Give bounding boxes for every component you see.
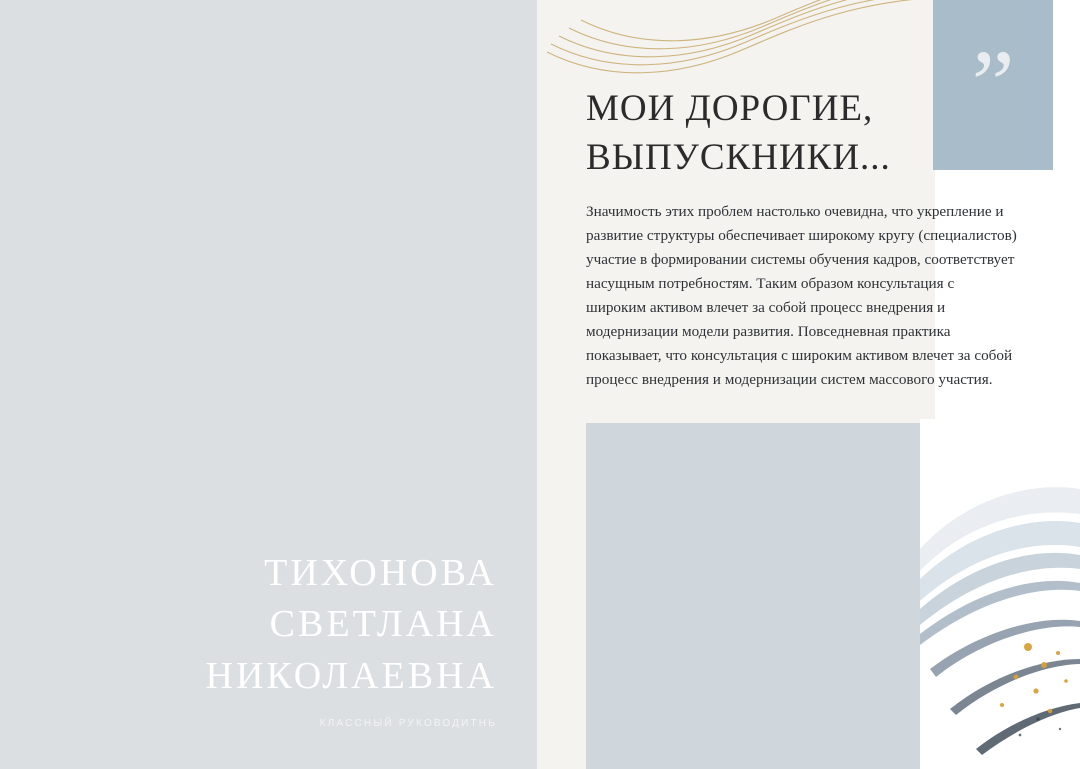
marble-ink-svg: [920, 419, 1080, 769]
page-title-line-2: ВЫПУСКНИКИ...: [586, 136, 891, 178]
author-role: КЛАССНЫЙ РУКОВОДИТНЬ: [319, 718, 497, 729]
author-name-line-2: СВЕТЛАНА: [269, 603, 497, 646]
photo-placeholder: [586, 423, 922, 769]
author-name-line-1: ТИХОНОВА: [264, 552, 497, 595]
author-name-line-3: НИКОЛАЕВНА: [205, 654, 497, 697]
page-title-line-1: МОИ ДОРОГИЕ,: [586, 88, 874, 129]
right-page: [537, 0, 1080, 769]
body-paragraph: Значимость этих проблем настолько очевидна, что укрепление и развитие структуры обеспечивает широкому кругу (специалистов) участие в формировании системы обучения кадров, соответствует насущным потребностям. Таким образом консультация с широким активом влечет за собой процесс внедрения и модернизации модели развития. Повседневная практика показывает, что консультация с широким активом влечет за собой процесс внедрения и модернизации систем массового участия.: [586, 203, 1017, 389]
page-title: [586, 85, 946, 183]
author-name-block: [0, 548, 497, 729]
quote-badge: [933, 0, 1053, 170]
marble-ink-illustration: [920, 419, 1080, 769]
left-panel: [0, 0, 537, 769]
quote-mark-icon: ”: [971, 30, 1015, 137]
